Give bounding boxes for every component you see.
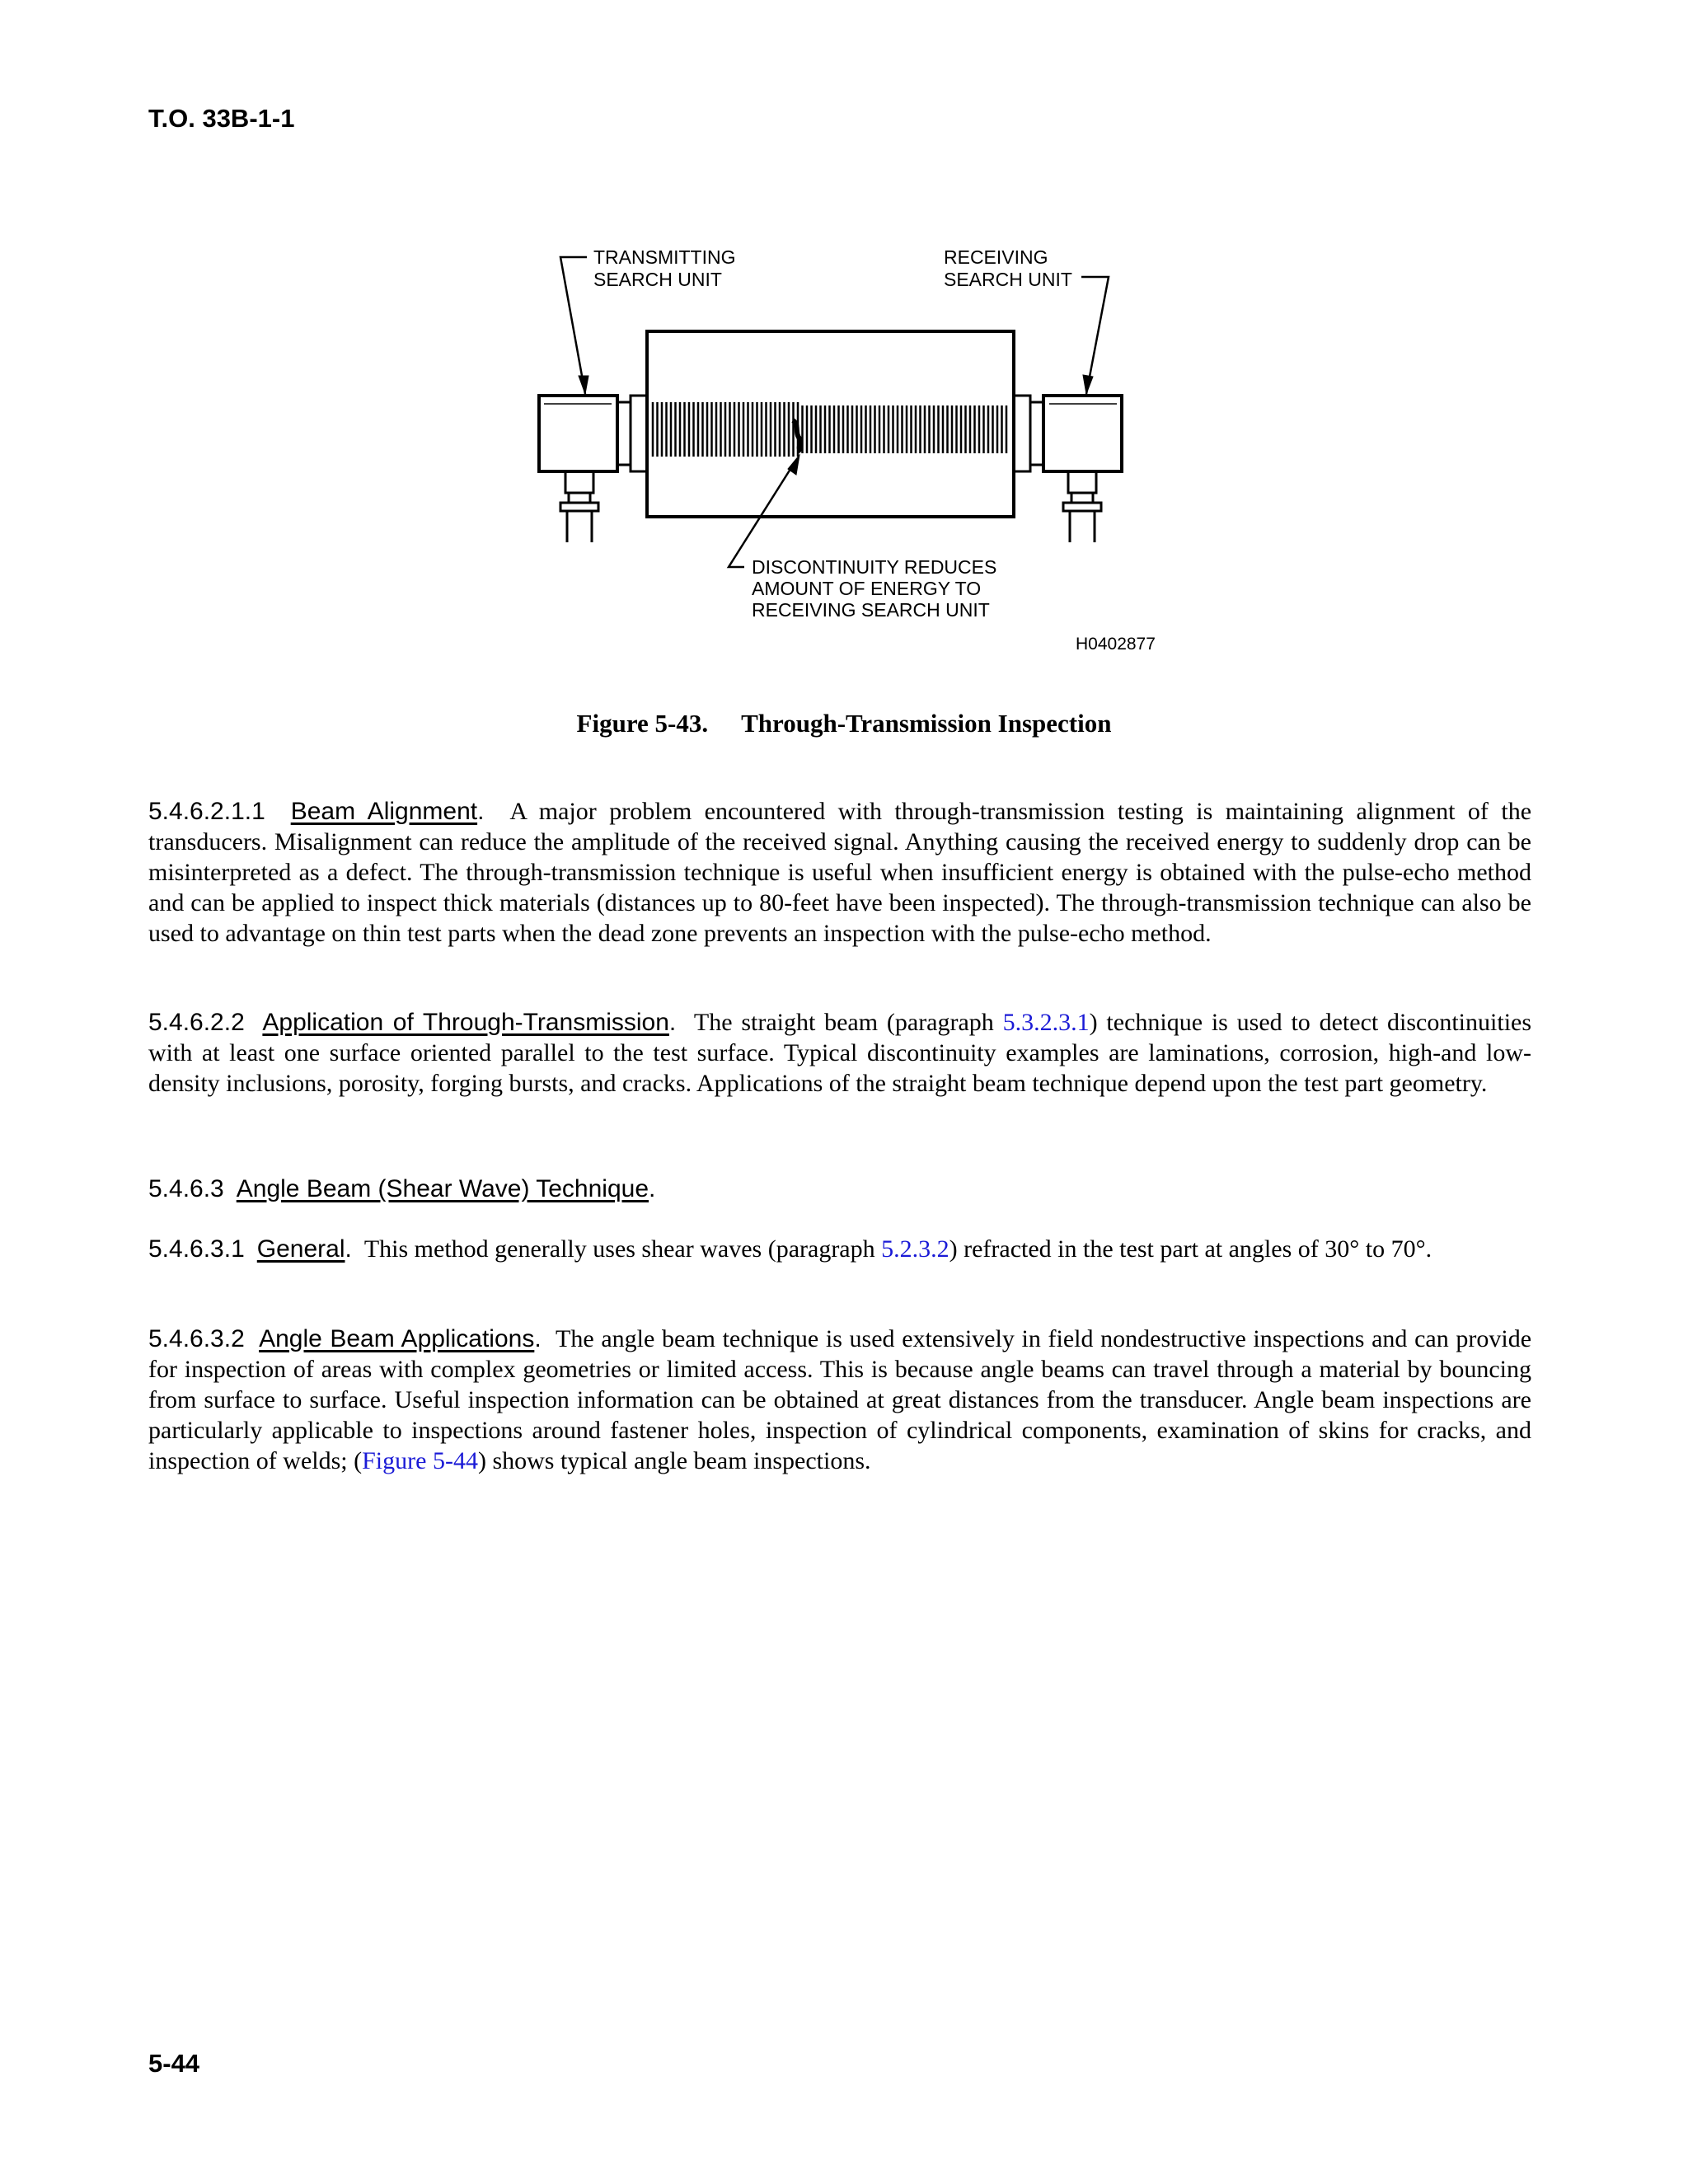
through-transmission-diagram xyxy=(528,239,1179,668)
paragraph-application-through-transmission: 5.4.6.2.2 Application of Through-Transmission. The straight beam (paragraph 5.3.2.3.1) technique is used to detect discontinuities with at least one surface oriented parallel to the test surface. Typical discontinuity examples are laminations, corrosion, high-and low-density inclusions, porosity, forging bursts, and cracks. Applications of the straight beam technique depend upon the test part geometry. xyxy=(148,1009,1532,1097)
paragraph-body-start: The straight beam (paragraph xyxy=(693,1009,1003,1036)
paragraph-reference-link[interactable]: 5.3.2.3.1 xyxy=(1002,1009,1090,1036)
discontinuity-label-line2: AMOUNT OF ENERGY TO xyxy=(752,578,982,599)
figure-code: H0402877 xyxy=(1076,635,1156,654)
paragraph-body-start: This method generally uses shear waves (paragraph xyxy=(363,1235,882,1263)
transmitting-arrowhead xyxy=(579,376,588,394)
paragraph-general: 5.4.6.3.1 General. This method generally uses shear waves (paragraph 5.2.3.2) refracted in the test part at angles of 30° to 70°. xyxy=(148,1235,1432,1263)
receiving-search-unit xyxy=(1014,396,1122,542)
paragraph-title: General xyxy=(256,1235,345,1263)
heading-angle-beam-technique: 5.4.6.3 Angle Beam (Shear Wave) Technique. xyxy=(148,1175,656,1202)
receiving-arrowhead xyxy=(1083,375,1093,394)
paragraph-body-end: ) shows typical angle beam inspections. xyxy=(477,1447,871,1474)
transmitting-search-unit xyxy=(539,396,647,542)
discontinuity-label-line1: DISCONTINUITY REDUCES xyxy=(752,556,997,578)
paragraph-body-start: The angle beam technique is used extensively in field nondestructive inspections and can provide for inspection of areas with complex geometries or limited access. This is because angle beams can travel through a material by bouncing from surface to surface. Useful inspection information can be obtained at great distances from the transducer. Angle beam inspections are particularly applicable to inspections around fastener holes, inspection of cylindrical components, examination of skins for cracks, and inspection of welds; ( xyxy=(148,1325,1532,1474)
page-number: 5-44 xyxy=(148,2049,200,2078)
transmitting-label-line1: TRANSMITTING xyxy=(593,246,736,268)
receiving-label-line2: SEARCH UNIT xyxy=(944,269,1072,290)
paragraph-body-end: ) technique is used to detect discontinuities with at least one surface oriented parallel to the test surface. Typical discontinuity examples are laminations, corrosion, high-and low-density inclusions, porosity, forging bursts, and cracks. Applications of the straight beam technique depend upon the test part geometry. xyxy=(148,1009,1532,1097)
paragraph-title: Beam Alignment xyxy=(290,798,478,825)
paragraph-body-end: ) refracted in the test part at angles of 30° to 70°. xyxy=(949,1235,1432,1263)
section-number: 5.4.6.3 xyxy=(148,1175,224,1202)
transmitting-label-line2: SEARCH UNIT xyxy=(593,269,722,290)
transmitting-leader xyxy=(560,257,587,394)
section-title: Angle Beam (Shear Wave) Technique xyxy=(236,1175,649,1202)
paragraph-number: 5.4.6.3.1 xyxy=(148,1235,245,1263)
discontinuity-leader xyxy=(729,460,796,567)
discontinuity-label-line3: RECEIVING SEARCH UNIT xyxy=(752,599,990,621)
paragraph-body: A major problem encountered with through-transmission testing is maintaining alignment of the transducers. Misalignment can reduce the amplitude of the received signal. Anything causing the received energy to suddenly drop can be misinterpreted as a defect. The through-transmission technique is useful when insufficient energy is obtained with the pulse-echo method and can be applied to inspect thick materials (distances up to 80-feet have been inspected). The through-transmission technique can also be used to advantage on thin test parts when the dead zone prevents an inspection with the pulse-echo method. xyxy=(148,798,1532,947)
paragraph-reference-link[interactable]: 5.2.3.2 xyxy=(881,1235,950,1263)
paragraph-number: 5.4.6.3.2 xyxy=(148,1325,245,1352)
paragraph-beam-alignment: 5.4.6.2.1.1 Beam Alignment. A major problem encountered with through-transmission testing is maintaining alignment of the transducers. Misalignment can reduce the amplitude of the received signal. Anything causing the received energy to suddenly drop can be misinterpreted as a defect. The through-transmission technique is useful when insufficient energy is obtained with the pulse-echo method and can be applied to inspect thick materials (distances up to 80-feet have been inspected). The through-transmission technique can also be used to advantage on thin test parts when the dead zone prevents an inspection with the pulse-echo method. xyxy=(148,798,1532,947)
paragraph-angle-beam-applications: 5.4.6.3.2 Angle Beam Applications. The angle beam technique is used extensively in field nondestructive inspections and can provide for inspection of areas with complex geometries or limited access. This is because angle beams can travel through a material by bouncing from surface to surface. Useful inspection information can be obtained at great distances from the transducer. Angle beam inspections are particularly applicable to inspections around fastener holes, inspection of cylindrical components, examination of skins for cracks, and inspection of welds; (Figure 5-44) shows typical angle beam inspections. xyxy=(148,1325,1532,1474)
paragraph-number: 5.4.6.2.2 xyxy=(148,1009,245,1036)
receiving-label-line1: RECEIVING xyxy=(944,246,1048,268)
paragraph-title: Application of Through-Transmission xyxy=(262,1009,669,1036)
document-id: T.O. 33B-1-1 xyxy=(148,104,295,133)
paragraph-number: 5.4.6.2.1.1 xyxy=(148,798,265,825)
figure-reference-link[interactable]: Figure 5-44 xyxy=(362,1447,478,1474)
figure-caption-number: Figure 5-43. xyxy=(576,709,709,738)
figure-caption-title: Through-Transmission Inspection xyxy=(741,709,1112,738)
sound-beam xyxy=(653,402,1006,457)
paragraph-title: Angle Beam Applications xyxy=(259,1325,535,1352)
figure-caption xyxy=(0,709,1688,738)
